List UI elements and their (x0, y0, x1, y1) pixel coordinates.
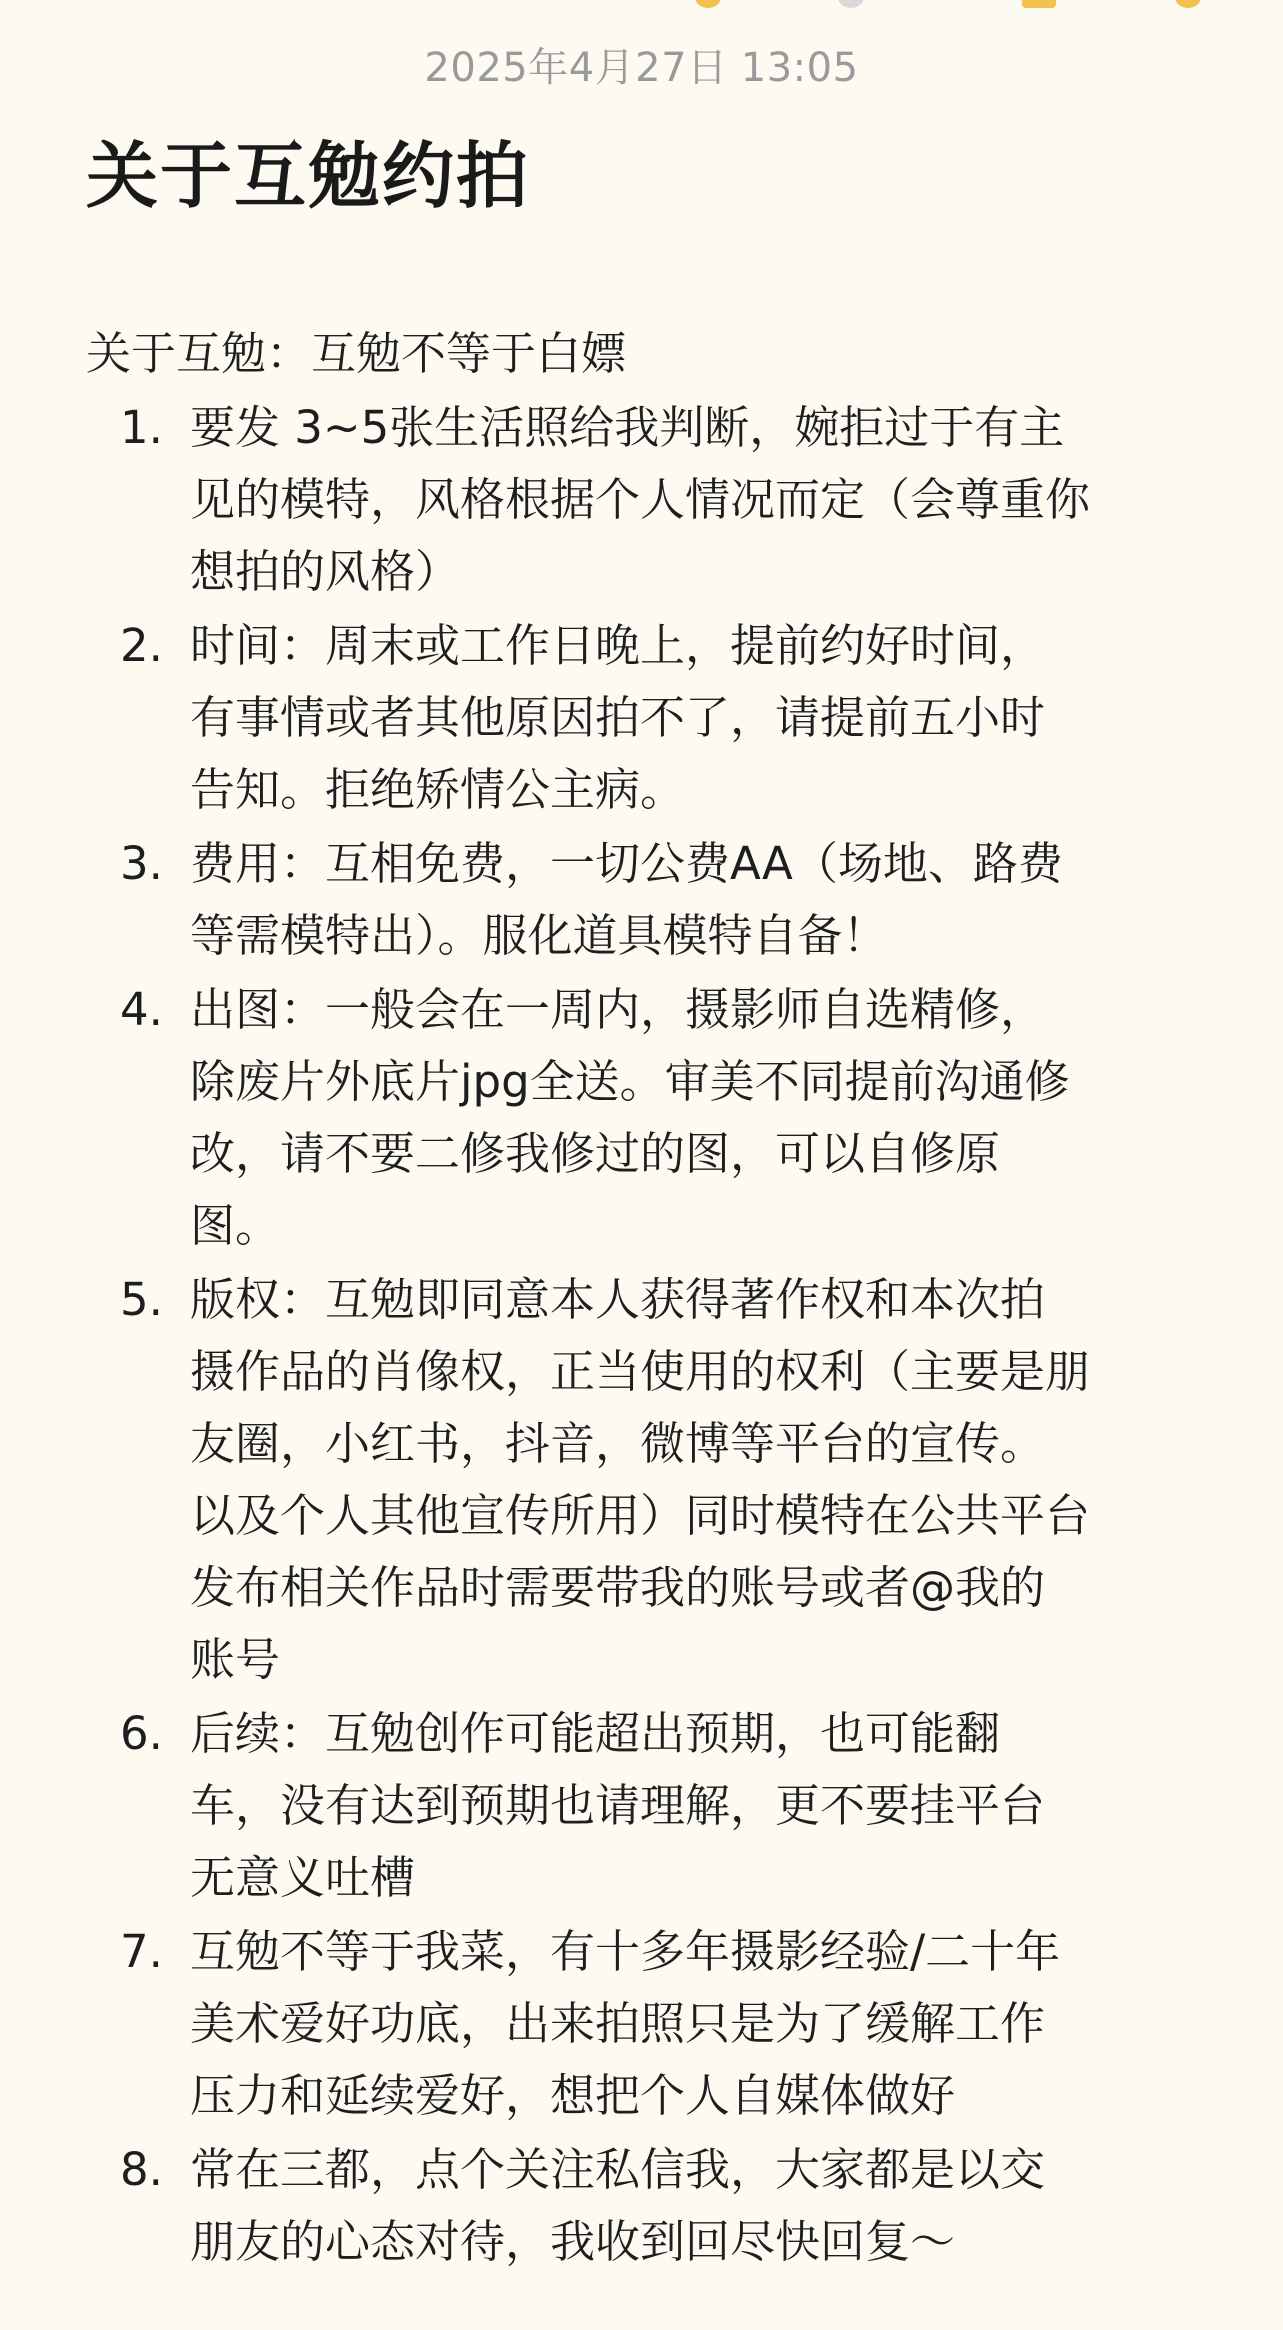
list-item-text-line: 友圈，小红书，抖音，微博等平台的宣传。 (190, 1417, 1046, 1470)
list-item-text-line: 发布相关作品时需要带我的账号或者@我的 (190, 1561, 1046, 1614)
list-item-text-line: 美术爱好功底，出来拍照只是为了缓解工作 (190, 1997, 1046, 2050)
note-intro: 关于互勉：互勉不等于白嫖 (86, 327, 627, 380)
note-title[interactable]: 关于互勉约拍 (86, 134, 531, 218)
list-item-text-line: 账号 (190, 1633, 281, 1686)
list-item-text-line: 等需模特出）。服化道具模特自备！ (190, 909, 888, 962)
list-item-text-line: 图。 (190, 1199, 281, 1252)
list-item-text-line: 以及个人其他宣传所用）同时模特在公共平台 (190, 1489, 1091, 1542)
list-item-text-line: 朋友的心态对待，我收到回尽快回复～ (190, 2215, 956, 2268)
list-item-number: 5. (120, 1273, 163, 1326)
list-item-text-line: 告知。拒绝矫情公主病。 (190, 763, 686, 816)
list-item (86, 392, 1206, 608)
list-item-text-line: 摄作品的肖像权，正当使用的权利（主要是朋 (190, 1345, 1091, 1398)
list-item-text-line: 费用：互相免费，一切公费AA（场地、路费 (190, 837, 1063, 890)
status-icon (695, 0, 721, 8)
list-item-text-line: 压力和延续爱好，想把个人自媒体做好 (190, 2069, 956, 2122)
rules-list (86, 392, 1206, 2278)
note-timestamp: 2025年4月27日 13:05 (424, 45, 859, 91)
list-item (86, 974, 1206, 1262)
list-item-number: 2. (120, 619, 163, 672)
list-item-text-line: 版权：互勉即同意本人获得著作权和本次拍 (190, 1273, 1046, 1326)
status-bar (0, 0, 1283, 10)
list-item (86, 1916, 1206, 2132)
status-icon (1175, 0, 1201, 8)
list-item (86, 828, 1206, 972)
list-item-text-line: 互勉不等于我菜，有十多年摄影经验/二十年 (190, 1925, 1061, 1978)
list-item-text-line: 无意义吐槽 (190, 1851, 416, 1904)
list-item-text-line: 想拍的风格） (190, 545, 461, 598)
list-item (86, 1264, 1206, 1696)
list-item-text-line: 除废片外底片jpg全送。审美不同提前沟通修 (190, 1055, 1070, 1108)
list-item-text-line: 改，请不要二修我修过的图，可以自修原 (190, 1127, 1001, 1180)
list-item-text-line: 有事情或者其他原因拍不了，请提前五小时 (190, 691, 1046, 744)
list-item-number: 8. (120, 2143, 163, 2196)
status-icon (838, 0, 864, 8)
list-item-number: 7. (120, 1925, 163, 1978)
list-item-number: 1. (120, 401, 163, 454)
status-icon (1022, 0, 1056, 8)
list-item-text-line: 后续：互勉创作可能超出预期，也可能翻 (190, 1707, 1001, 1760)
list-item-text-line: 要发 3~5张生活照给我判断，婉拒过于有主 (190, 401, 1065, 454)
list-item-number: 4. (120, 983, 163, 1036)
list-item-text-line: 时间：周末或工作日晚上，提前约好时间， (190, 619, 1046, 672)
note-body[interactable] (86, 318, 1206, 2278)
list-item-text-line: 出图：一般会在一周内，摄影师自选精修， (190, 983, 1046, 1036)
list-item-text-line: 常在三都，点个关注私信我，大家都是以交 (190, 2143, 1046, 2196)
list-item-text-line: 见的模特，风格根据个人情况而定（会尊重你 (190, 473, 1091, 526)
list-item (86, 610, 1206, 826)
list-item-number: 6. (120, 1707, 163, 1760)
list-item (86, 1698, 1206, 1914)
list-item-number: 3. (120, 837, 163, 890)
list-item (86, 2134, 1206, 2278)
list-item-text-line: 车，没有达到预期也请理解，更不要挂平台 (190, 1779, 1046, 1832)
